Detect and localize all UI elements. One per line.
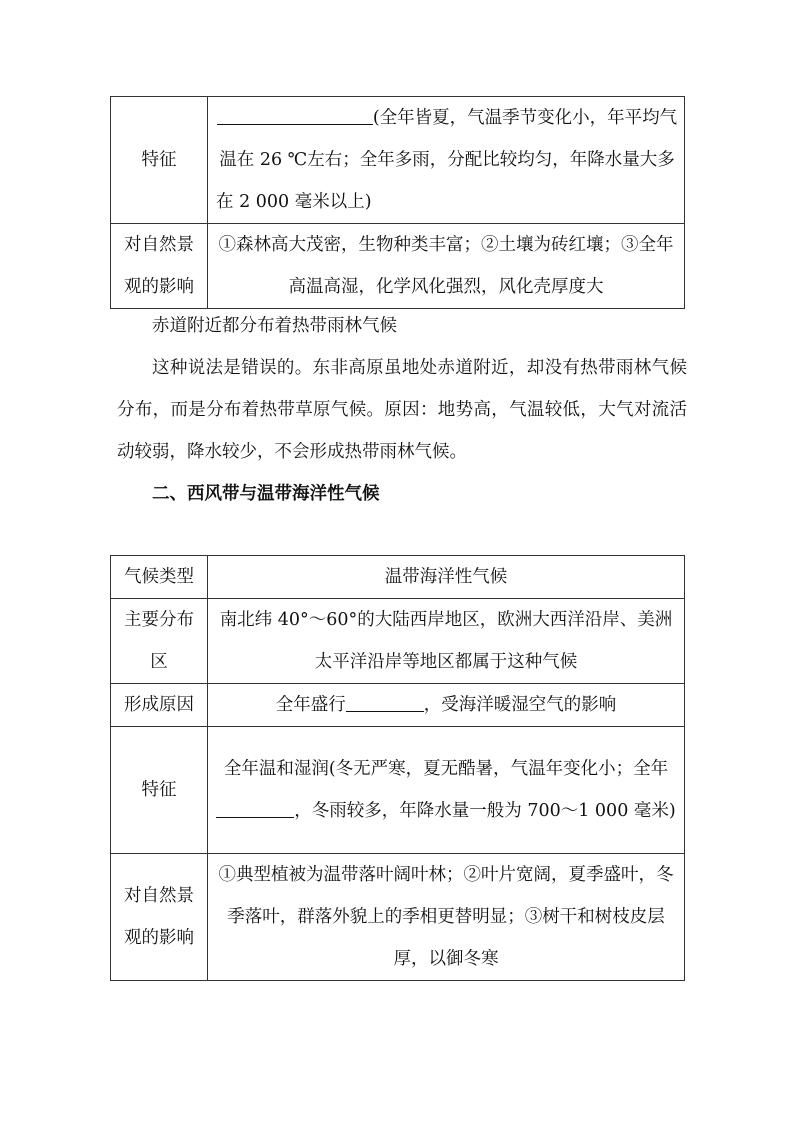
fill-blank[interactable] xyxy=(216,800,294,819)
rainforest-climate-table xyxy=(110,96,685,309)
table-row xyxy=(111,97,685,224)
table-row xyxy=(111,224,685,309)
influence-cell xyxy=(208,224,685,309)
fill-blank[interactable] xyxy=(346,694,424,713)
influence-cell: ①典型植被为温带落叶阔叶林；②叶片宽阔，夏季盛叶，冬季落叶，群落外貌上的季相更替明显；③树干和树枝皮层厚，以御冬寒 xyxy=(208,854,685,981)
table-row xyxy=(111,854,685,981)
fill-blank[interactable] xyxy=(217,107,373,126)
row-label-cause: 形成原因 xyxy=(111,684,208,727)
row-label-distribution: 主要分布 区 xyxy=(111,599,208,684)
section-heading: 二、西风带与温带海洋性气候 xyxy=(152,484,380,504)
row-label-influence: 对自然景 观的影响 xyxy=(111,224,208,309)
distribution-cell: 南北纬 40°～60°的大陆西岸地区，欧洲大西洋沿岸、美洲太平洋沿岸等地区都属于这种气候 xyxy=(208,599,685,684)
table-row xyxy=(111,727,685,854)
header-label: 气候类型 xyxy=(111,556,208,599)
feature-text: (全年皆夏，气温季节变化小，年平均气温在 26 ℃左右；全年多雨，分配比较均匀，年降水量大多在 2 000 毫米以上) xyxy=(216,108,678,212)
feature-cell xyxy=(208,97,685,224)
header-value: 温带海洋性气候 xyxy=(208,556,685,599)
table-row xyxy=(111,599,685,684)
row-label-feature: 特征 xyxy=(111,727,208,854)
maritime-climate-table xyxy=(110,555,685,981)
row-label-feature: 特征 xyxy=(111,97,208,224)
table-row xyxy=(111,556,685,599)
influence-text: ①森林高大茂密，生物种类丰富；②土壤为砖红壤；③全年高温高湿，化学风化强烈，风化壳厚度大 xyxy=(218,235,674,297)
feature-cell: 全年温和湿润(冬无严寒，夏无酷暑，气温年变化小；全年，冬雨较多，年降水量一般为 700～1 000 毫米) xyxy=(208,727,685,854)
misconception-explanation: 这种说法是错误的。东非高原虽地处赤道附近，却没有热带雨林气候分布，而是分布着热带草原气候。原因：地势高，气温较低，大气对流活动较弱，降水较少，不会形成热带雨林气候。 xyxy=(117,358,687,462)
table-row xyxy=(111,684,685,727)
cause-cell: 全年盛行 ，受海洋暖湿空气的影响 xyxy=(208,684,685,727)
row-label-influence: 对自然景 观的影响 xyxy=(111,854,208,981)
misconception-statement: 赤道附近都分布着热带雨林气候 xyxy=(152,316,397,336)
